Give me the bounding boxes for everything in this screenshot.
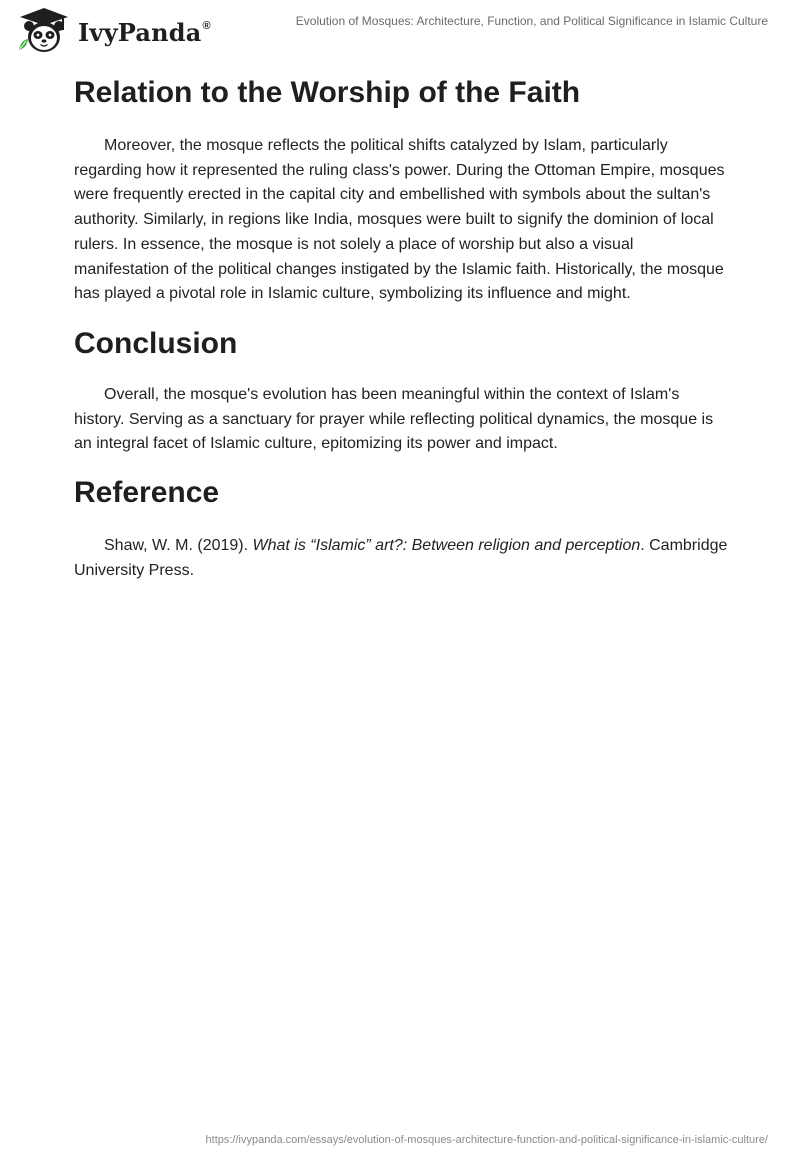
panda-graduate-icon (16, 6, 72, 56)
brand-logo[interactable] (16, 6, 211, 56)
reference-author: Shaw, W. M. (2019). (104, 537, 253, 555)
section-paragraph-conclusion: Overall, the mosque's evolution has been meaningful within the context of Islam's history. Serving as a sanctuary for prayer while reflecting political dynamics, the mosque is an integral facet of Islamic culture, epitomizing its power and impact. (74, 385, 714, 453)
reference-entry (74, 534, 730, 583)
page-header (0, 0, 800, 64)
registered-mark: ® (202, 19, 211, 32)
section-heading-worship: Relation to the Worship of the Faith (74, 76, 581, 109)
reference-work-title: What is “Islamic” art?: Between religion and perception (252, 537, 641, 555)
section-heading-reference: Reference (74, 476, 220, 510)
section-heading-conclusion: Conclusion (74, 326, 238, 360)
section-paragraph-worship: Moreover, the mosque reflects the political shifts catalyzed by Islam, particularly regarding how it represented the ruling class's power. During the Ottoman Empire, mosques were frequently erected in the capital city and embellished with symbols about the sultan's authority. Similarly, in regions like India, mosques were built to signify the dominion of local rulers. In essence, the mosque is not solely a place of worship but also a visual manifestation of the political changes instigated by the Islamic faith. Historically, the mosque has played a pivotal role in Islamic culture, symbolizing its influence and might. (74, 137, 725, 303)
source-url[interactable]: https://ivypanda.com/essays/evolution-of-mosques-architecture-function-and-political-significance-in-islamic-culture/ (205, 1134, 768, 1146)
essay-content (74, 70, 730, 583)
running-title: Evolution of Mosques: Architecture, Function, and Political Significance in Islamic Culture (295, 14, 768, 28)
reference-publisher: . Cambridge University Press. (74, 537, 728, 579)
brand-name: IvyPanda® (78, 17, 211, 47)
